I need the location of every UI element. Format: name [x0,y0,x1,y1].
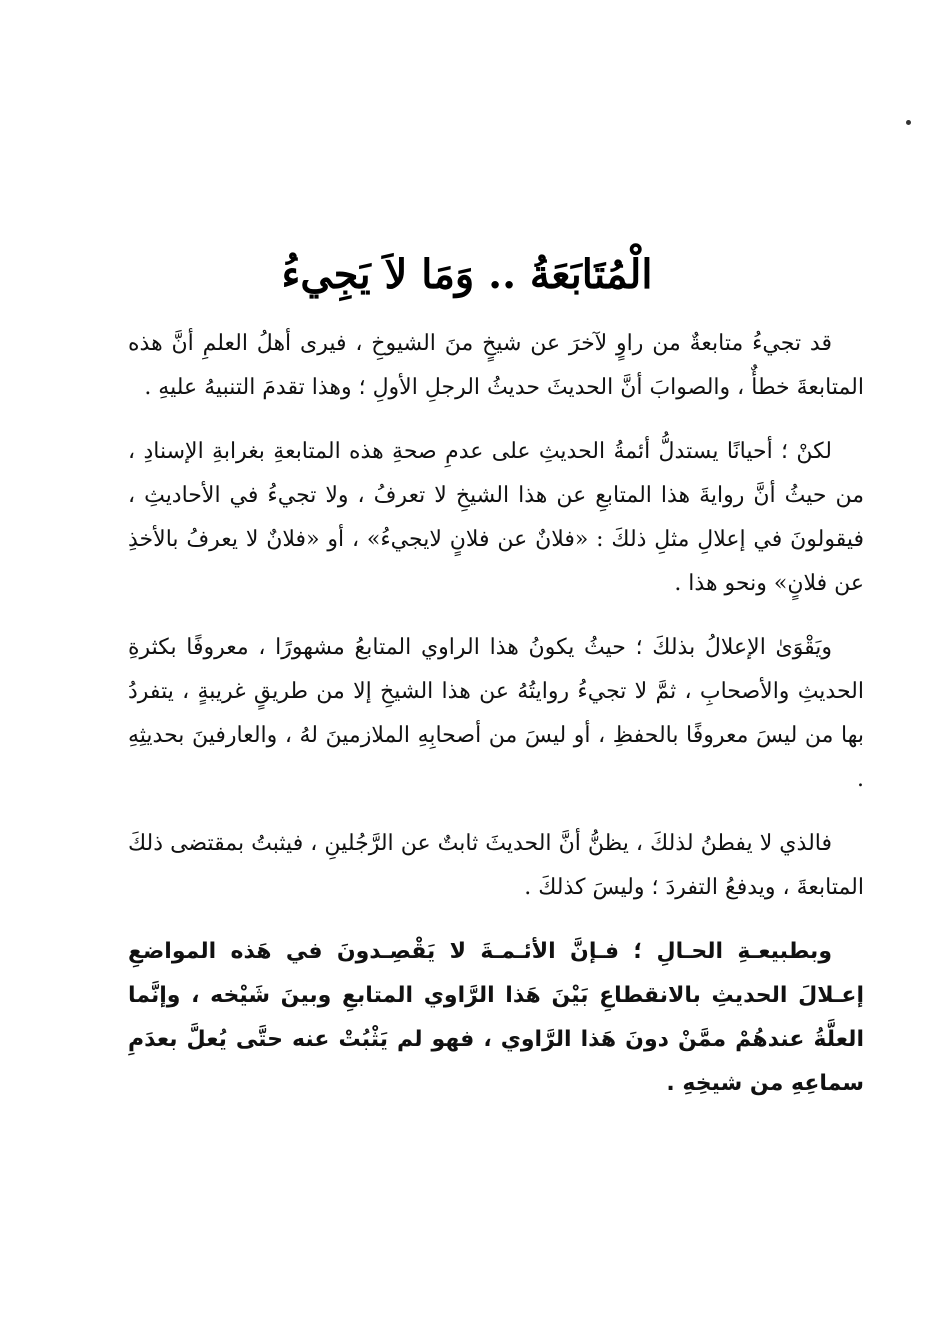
paragraph-1: قد تجيءُ متابعةٌ من راوٍ لآخرَ عن شيخٍ منَ الشيوخِ ، فيرى أهلُ العلمِ أنَّ هذه المتابعةَ خطأٌ ، والصوابَ أنَّ الحديثَ حديثُ الرجلِ الأولِ ؛ وهذا تقدمَ التنبيهُ عليهِ . [128,331,864,400]
paragraph-2: لكنْ ؛ أحيانًا يستدلُّ أئمةُ الحديثِ على عدمِ صحةِ هذه المتابعةِ بغرابةِ الإسنادِ ، من حيثُ أنَّ روايةَ هذا المتابعِ عن هذا الشيخِ لا تعرفُ ، ولا تجيءُ في الأحاديثِ ، فيقولونَ في إعلالِ مثلِ ذلكَ : «فلانٌ عن فلانٍ لايجيءُ» ، أو «فلانٌ لا يعرفُ بالأخذِ عن فلانٍ» ونحو هذا . [128,439,864,596]
body-text [128,322,864,1106]
paragraph-4: فالذي لا يفطنُ لذلكَ ، يظنُّ أنَّ الحديثَ ثابتٌ عن الرَّجُلينِ ، فيثبتُ بمقتضى ذلكَ المتابعةَ ، ويدفعُ التفردَ ؛ وليسَ كذلكَ . [128,831,864,900]
paragraph-3: ويَقْوَىٰ الإعلالُ بذلكَ ؛ حيثُ يكونُ هذا الراوي المتابعُ مشهورًا ، معروفًا بكثرةِ الحديثِ والأصحابِ ، ثمَّ لا تجيءُ روايتُهُ عن هذا الشيخِ إلا من طريقٍ غريبةٍ ، يتفردُ بها من ليسَ معروفًا بالحفظِ ، أو ليسَ من أصحابِهِ الملازمينَ لهُ ، والعارفينَ بحديثِهِ . [128,635,864,792]
ink-speck [906,120,911,125]
page-title: الْمُتَابَعَةُ .. وَمَا لاَ يَجِيءُ [281,250,653,298]
paragraph-5-bold: وبطبيعـةِ الحـالِ ؛ فـإنَّ الأئـمـةَ لا يَقْصِـدونَ في هَذه المواضعِ إعـلالَ الحديثِ بالانقطاعِ بَيْنَ هَذا الرَّاوي المتابعِ وبينَ شَيْخه ، وإنَّما العلَّةُ عندهُمْ ممَّنْ دونَ هَذا الرَّاوي ، فهو لم يَثْبُتْ عنه حتَّى يُعلَّ بعدَمِ سماعِهِ من شيخِهِ . [128,939,864,1096]
